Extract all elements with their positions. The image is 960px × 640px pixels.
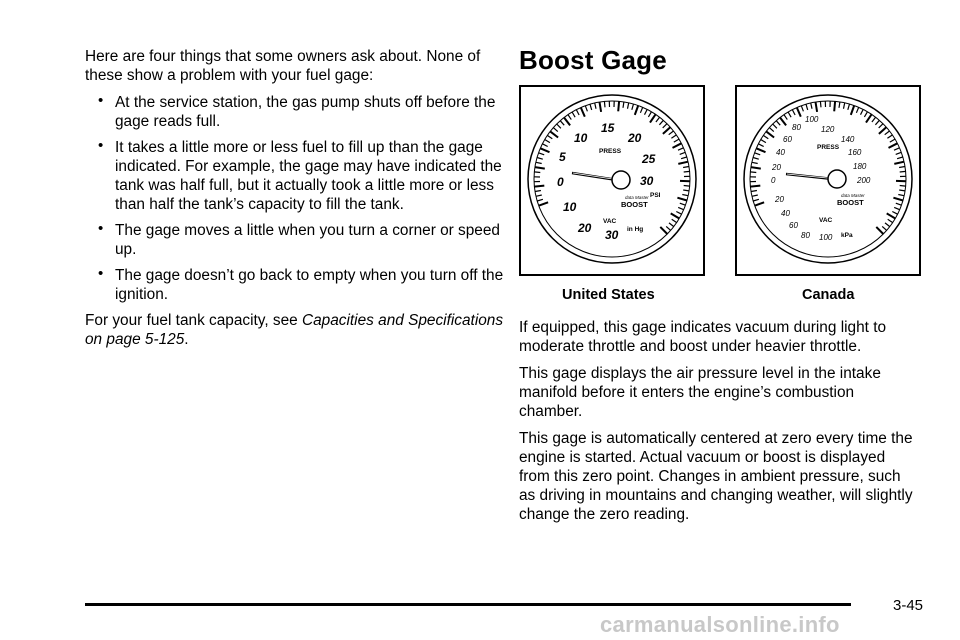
gauge-tick xyxy=(683,190,689,191)
gauge-press-number: 15 xyxy=(601,121,615,135)
gauge-vac-number: 20 xyxy=(775,195,784,204)
gauge-tick xyxy=(684,186,690,187)
gauge-tick xyxy=(784,115,787,120)
bullet-icon: • xyxy=(98,137,104,154)
gauge-tick xyxy=(676,212,681,215)
gauge-tick xyxy=(666,226,671,230)
footer-rule xyxy=(85,603,851,606)
gauge-boost-label: BOOST xyxy=(621,200,648,209)
gauge-tick xyxy=(674,139,679,142)
gauge-vac-number: 80 xyxy=(801,231,810,240)
gauge-tick xyxy=(752,195,758,196)
gauge-brand: data Master xyxy=(841,193,865,198)
gauge-tick xyxy=(535,167,545,169)
gauge-vac-number: 60 xyxy=(789,221,798,230)
gauge-tick xyxy=(816,102,818,112)
gauge-tick xyxy=(752,162,758,163)
gauge-tick xyxy=(560,121,564,126)
gauge-tick xyxy=(553,128,558,132)
gauge-tick xyxy=(659,120,663,125)
gauge-tick xyxy=(773,124,777,128)
gauge-tick xyxy=(534,186,544,187)
gauge-tick xyxy=(763,135,768,138)
gauge-unit-bottom: kPa xyxy=(841,232,853,239)
gauge-press-number: 180 xyxy=(853,162,867,171)
list-item: • At the service station, the gas pump shuts off before the gage reads full. xyxy=(98,92,496,130)
gauge-tick xyxy=(677,198,687,201)
gauge-tick xyxy=(879,124,883,128)
gauge-tick xyxy=(788,112,791,117)
gauge-us-figure xyxy=(519,85,705,276)
gauge-tick xyxy=(872,117,876,122)
gauge-tick xyxy=(681,157,687,159)
gauge-tick xyxy=(753,199,759,201)
gauge-tick xyxy=(648,112,651,117)
gauge-tick xyxy=(564,118,570,126)
gauge-tick xyxy=(540,148,549,152)
gauge-tick xyxy=(678,207,684,209)
gauge-tick xyxy=(856,107,858,113)
gauge-tick xyxy=(572,112,575,117)
gauge-hub xyxy=(612,171,630,189)
gauge-press-number: 160 xyxy=(848,148,862,157)
gauge-tick xyxy=(542,144,547,147)
gauge-tick xyxy=(600,102,602,112)
gauge-tick xyxy=(885,223,890,227)
gauge-tick xyxy=(844,103,845,109)
gauge-tick xyxy=(682,195,688,196)
gauge-vac-number: 40 xyxy=(781,209,790,218)
gauge-tick xyxy=(885,131,890,135)
gauge-canada-caption: Canada xyxy=(802,287,855,303)
boost-gage-description xyxy=(519,318,919,532)
gauge-tick xyxy=(545,140,550,143)
gauge-tick xyxy=(806,104,808,110)
gauge-press-number: 25 xyxy=(642,152,656,166)
gauge-tick xyxy=(861,109,864,114)
gauge-tick xyxy=(550,131,558,137)
gauge-canada-figure xyxy=(735,85,921,276)
intro-paragraph: Here are four things that some owners ask about. None of these show a problem with your fuel gage: xyxy=(85,48,481,84)
gauge-tick xyxy=(888,219,893,222)
gauge-tick xyxy=(568,115,571,120)
left-column xyxy=(85,47,505,349)
gauge-tick xyxy=(755,202,764,205)
gauge-tick xyxy=(632,104,634,110)
gauge-press-number: 80 xyxy=(792,123,801,132)
gauge-tick xyxy=(894,162,904,164)
gauge-tick xyxy=(680,203,686,205)
gauge-tick xyxy=(534,172,540,173)
gauge-tick xyxy=(900,171,906,172)
gauge-tick xyxy=(792,110,795,115)
gauge-tick xyxy=(780,118,786,126)
gauge-vac-label: VAC xyxy=(819,217,833,224)
gauge-tick xyxy=(683,167,689,168)
gauge-press-number: 30 xyxy=(640,174,654,188)
gauge-tick xyxy=(896,203,902,205)
gauge-tick xyxy=(678,148,684,150)
gauge-tick xyxy=(663,127,670,134)
gauge-tick xyxy=(656,117,660,122)
gauge-press-number: 200 xyxy=(857,176,871,185)
gauge-tick xyxy=(539,153,545,155)
cross-reference-link[interactable]: Capacities and Specifications on page 5-125 xyxy=(85,312,504,348)
gauge-tick xyxy=(893,198,903,201)
gauge-vac-number: 100 xyxy=(819,233,833,242)
gauge-tick xyxy=(750,172,756,173)
gauge-tick xyxy=(864,112,867,117)
reference-paragraph: For your fuel tank capacity, see Capacities and Specifications on page 5-125. xyxy=(85,312,504,348)
watermark: carmanualsonline.info xyxy=(600,612,840,637)
gauge-brand: data Master xyxy=(625,195,649,200)
gauge-tick xyxy=(547,135,552,138)
gauge-tick xyxy=(766,131,774,137)
gauge-tick xyxy=(663,124,667,128)
gauge-tick xyxy=(851,106,854,115)
gauge-vac-number: 10 xyxy=(563,200,577,214)
gauge-tick xyxy=(879,127,886,134)
gauge-tick xyxy=(581,108,585,117)
gauge-press-number: 20 xyxy=(772,163,781,172)
gauge-tick xyxy=(761,140,766,143)
list-item: • The gage doesn’t go back to empty when you turn off the ignition. xyxy=(98,265,504,303)
gauge-tick xyxy=(887,213,896,218)
section-heading: Boost Gage xyxy=(519,45,667,75)
paragraph: If equipped, this gage indicates vacuum during light to moderate throttle and boost under heavier throttle. xyxy=(519,319,887,355)
bullet-list xyxy=(85,93,505,304)
gauge-zero: 0 xyxy=(557,175,564,189)
gauge-tick xyxy=(535,191,541,192)
bullet-icon: • xyxy=(98,92,104,109)
gauge-tick xyxy=(669,131,674,135)
gauge-tick xyxy=(892,212,897,215)
gauge-tick xyxy=(896,152,902,154)
gauge-tick xyxy=(758,144,763,147)
gauge-press-number: 10 xyxy=(574,131,588,145)
gauge-press-number: 20 xyxy=(628,131,642,145)
gauge-press-label: PRESS xyxy=(599,148,622,155)
gauge-tick xyxy=(839,102,840,108)
gauge-tick xyxy=(671,135,676,138)
gauge-tick xyxy=(769,128,774,132)
gauge-press-number: 40 xyxy=(776,148,785,157)
gauge-us-svg xyxy=(521,87,703,274)
gauge-tick xyxy=(797,108,801,117)
gauge-tick xyxy=(635,106,638,115)
gauge-tick xyxy=(890,139,895,142)
gauge-tick xyxy=(678,162,688,164)
gauge-tick xyxy=(753,158,759,160)
gauge-tick xyxy=(882,226,887,230)
gauge-tick xyxy=(750,186,760,187)
gauge-unit-top: PSI xyxy=(650,192,661,199)
gauge-tick xyxy=(536,195,542,196)
gauge-press-number: 140 xyxy=(841,135,855,144)
gauge-canada-svg xyxy=(737,87,919,274)
gauge-tick xyxy=(876,227,883,234)
gauge-tick xyxy=(801,106,803,112)
gauge-tick xyxy=(820,101,821,107)
gauge-tick xyxy=(576,110,579,115)
gauge-hub xyxy=(828,170,846,188)
gauge-tick xyxy=(776,121,780,126)
gauge-unit-bottom: in Hg xyxy=(627,226,644,233)
gauge-tick xyxy=(866,114,872,122)
gauge-tick xyxy=(536,162,542,163)
gauge-tick xyxy=(755,153,761,155)
gauge-tick xyxy=(671,213,680,218)
list-item: • It takes a little more or less fuel to fill up than the gage indicated. For example, the gage may have indicated the tank was half full, but it actually took a little more or less than half the tank’s capacity to fill the tank. xyxy=(98,137,502,213)
gauge-tick xyxy=(684,171,690,172)
gauge-tick xyxy=(848,104,850,110)
gauge-tick xyxy=(811,103,812,109)
gauge-press-number: 120 xyxy=(821,125,835,134)
gauge-tick xyxy=(590,104,592,110)
gauge-tick xyxy=(585,106,587,112)
gauge-tick xyxy=(557,124,561,128)
right-column xyxy=(519,45,924,86)
gauge-tick xyxy=(751,191,757,192)
gauge-tick xyxy=(640,107,642,113)
gauge-tick xyxy=(897,157,903,159)
gauge-tick xyxy=(751,167,761,169)
gauge-tick xyxy=(894,148,900,150)
gauge-tick xyxy=(834,101,835,111)
gauge-tick xyxy=(537,199,543,201)
gauge-tick xyxy=(899,190,905,191)
gauge-tick xyxy=(889,143,898,148)
gauge-tick xyxy=(672,219,677,222)
gauge-tick xyxy=(618,101,619,111)
gauge-tick xyxy=(894,207,900,209)
gauge-press-number: 60 xyxy=(783,135,792,144)
gauge-zero: 0 xyxy=(771,176,776,185)
gauge-tick xyxy=(680,152,686,154)
gauge-tick xyxy=(537,158,543,160)
gauge-tick xyxy=(539,202,548,205)
gauge-tick xyxy=(673,143,682,148)
bullet-icon: • xyxy=(98,265,104,282)
gauge-tick xyxy=(604,101,605,107)
gauge-tick xyxy=(899,167,905,168)
gauge-press-label: PRESS xyxy=(817,144,840,151)
gauge-tick xyxy=(623,102,624,108)
paragraph: This gage displays the air pressure level in the intake manifold before it enters the engine’s combustion chamber. xyxy=(519,365,881,420)
gauge-us-caption: United States xyxy=(562,287,655,303)
gauge-tick xyxy=(887,135,892,138)
gauge-vac-label: VAC xyxy=(603,218,617,225)
gauge-tick xyxy=(756,148,765,152)
gauge-boost-label: BOOST xyxy=(837,198,864,207)
gauge-tick xyxy=(650,114,656,122)
gauge-tick xyxy=(595,103,596,109)
gauge-tick xyxy=(669,223,674,227)
gauge-vac-number: 20 xyxy=(578,221,592,235)
gauge-vac-number: 30 xyxy=(605,228,619,242)
gauge-tick xyxy=(900,186,906,187)
paragraph: This gage is automatically centered at zero every time the engine is started. Actual vacuum or boost is displayed from this zero point. Changes in ambient pressure, such as driving in mountains and changing weather, will slightly change the zero reading. xyxy=(519,430,913,523)
gauge-tick xyxy=(898,195,904,196)
gauge-press-number: 100 xyxy=(805,115,819,124)
bullet-icon: • xyxy=(98,220,104,237)
page-number: 3-45 xyxy=(893,597,924,614)
gauge-tick xyxy=(628,103,629,109)
gauge-tick xyxy=(660,227,667,234)
list-item: • The gage moves a little when you turn a corner or speed up. xyxy=(98,220,500,258)
gauge-tick xyxy=(875,120,879,125)
gauge-press-number: 5 xyxy=(559,150,566,164)
gauge-tick xyxy=(645,109,648,114)
